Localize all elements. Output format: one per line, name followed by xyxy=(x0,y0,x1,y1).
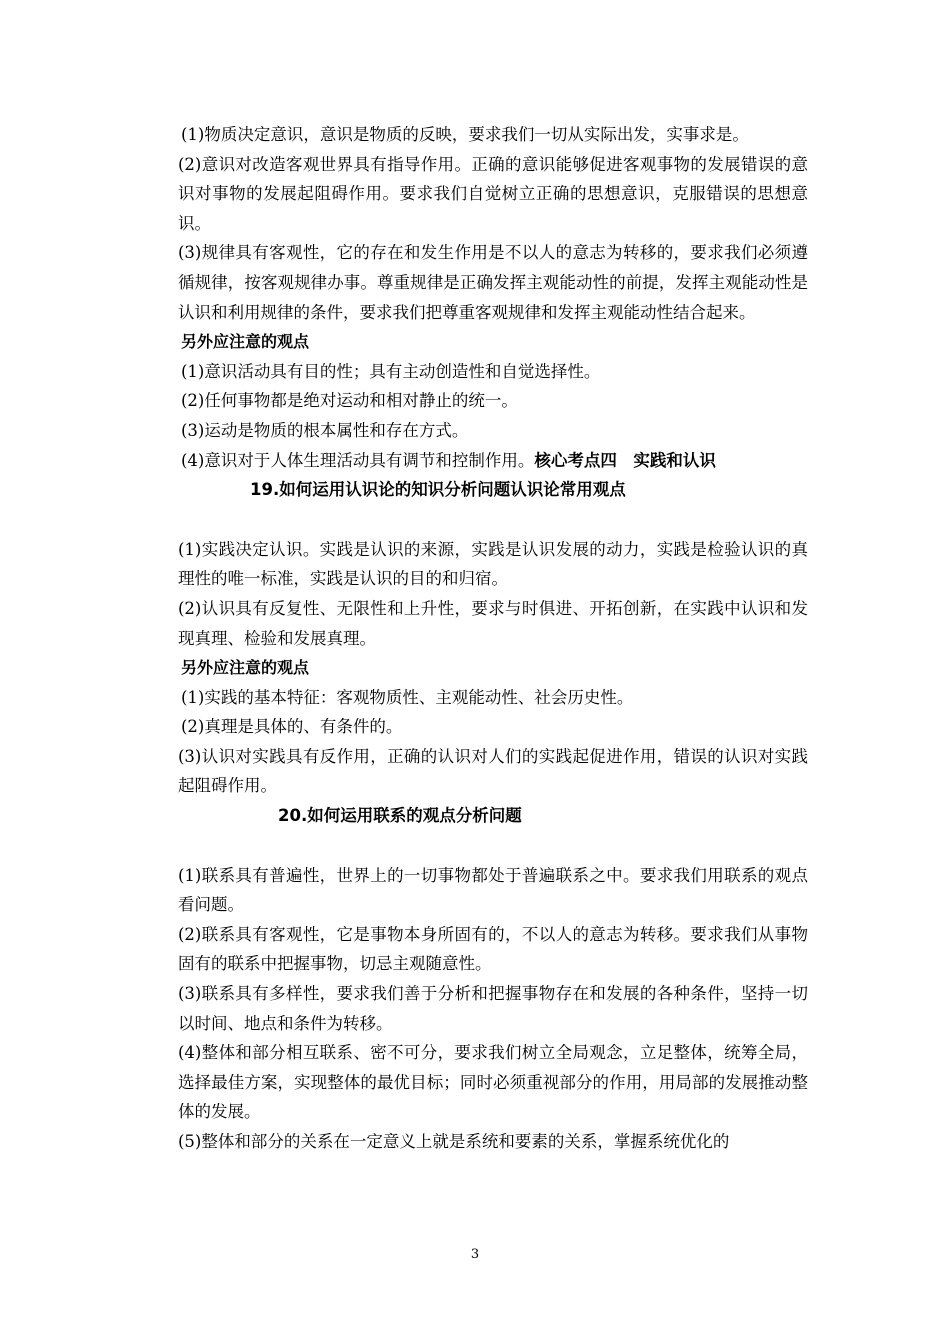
spacer xyxy=(178,505,808,535)
section-heading: 19.如何运用认识论的知识分析问题认识论常用观点 xyxy=(250,480,626,500)
page-number: 3 xyxy=(470,1247,480,1262)
document-body xyxy=(178,120,808,1157)
paragraph: (5)整体和部分的关系在一定意义上就是系统和要素的关系，掌握系统优化的 xyxy=(178,1132,730,1151)
section-heading: 20.如何运用联系的观点分析问题 xyxy=(278,806,522,826)
note-item: (1)实践的基本特征：客观物质性、主观能动性、社会历史性。 xyxy=(181,687,634,707)
paragraph: (1)物质决定意识，意识是物质的反映，要求我们一切从实际出发，实事求是。 xyxy=(181,125,749,144)
note-item: (2)任何事物都是绝对运动和相对静止的统一。 xyxy=(181,391,518,411)
paragraph: (2)联系具有客观性，它是事物本身所固有的，不以人的意志为转移。要求我们从事物固有的联系中把握事物，切忌主观随意性。 xyxy=(178,924,808,974)
paragraph: (2)意识对改造客观世界具有指导作用。正确的意识能够促进客观事物的发展错误的意识对事物的发展起阻碍作用。要求我们自觉树立正确的思想意识，克服错误的思想意识。 xyxy=(178,154,808,233)
paragraph: (3)认识对实践具有反作用，正确的认识对人们的实践起促进作用，错误的认识对实践起阻碍作用。 xyxy=(178,746,808,796)
core-point-heading: 核心考点四 实践和认识 xyxy=(534,450,716,470)
paragraph: (4)整体和部分相互联系、密不可分，要求我们树立全局观念，立足整体，统筹全局，选择最佳方案，实现整体的最优目标；同时必须重视部分的作用，用局部的发展推动整体的发展。 xyxy=(178,1043,808,1122)
note-item: (4)意识对于人体生理活动具有调节和控制作用。 xyxy=(181,450,535,470)
note-item: (3)运动是物质的根本属性和存在方式。 xyxy=(181,420,469,440)
paragraph: (2)认识具有反复性、无限性和上升性，要求与时俱进、开拓创新，在实践中认识和发现真理、检验和发展真理。 xyxy=(178,598,808,648)
note-heading: 另外应注意的观点 xyxy=(181,332,310,352)
note-item: (2)真理是具体的、有条件的。 xyxy=(181,717,403,737)
note-item: (1)意识活动具有目的性；具有主动创造性和自觉选择性。 xyxy=(181,361,601,381)
paragraph: (3)联系具有多样性，要求我们善于分析和把握事物存在和发展的各种条件，坚持一切以时间、地点和条件为转移。 xyxy=(178,984,808,1033)
paragraph: (1)联系具有普遍性，世界上的一切事物都处于普遍联系之中。要求我们用联系的观点看问题。 xyxy=(178,865,808,915)
paragraph: (3)规律具有客观性，它的存在和发生作用是不以人的意志为转移的，要求我们必须遵循规律，按客观规律办事。尊重规律是正确发挥主观能动性的前提，发挥主观能动性是认识和利用规律的条件，要求我们把尊重客观规律和发挥主观能动性结合起来。 xyxy=(178,243,808,322)
note-item-with-core-point xyxy=(178,446,808,476)
paragraph: (1)实践决定认识。实践是认识的来源，实践是认识发展的动力，实践是检验认识的真理性的唯一标准，实践是认识的目的和归宿。 xyxy=(178,539,808,589)
spacer xyxy=(178,831,808,861)
note-heading: 另外应注意的观点 xyxy=(181,658,310,678)
